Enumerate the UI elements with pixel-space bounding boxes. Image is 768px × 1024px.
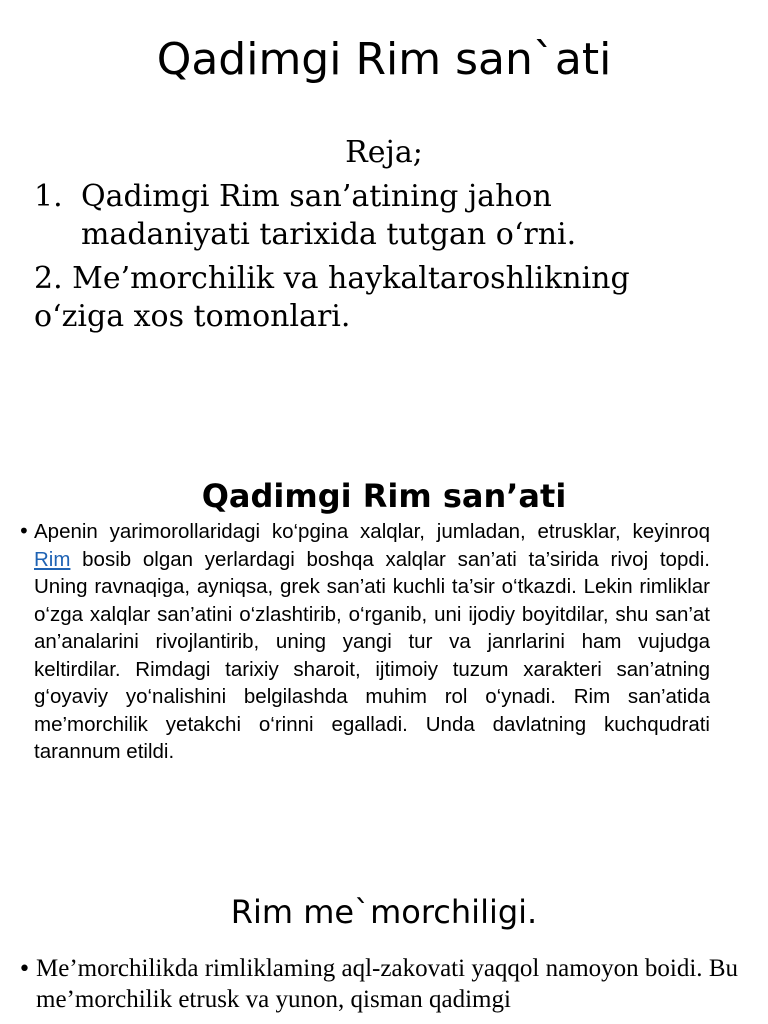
bullet-icon: • (18, 957, 31, 982)
paragraph-text-rest: bosib olgan yerlardagi boshqa xalqlar san’ati ta’sirida rivoj topdi. Uning ravnaqiga, ayniqsa, grek san’ati kuchli ta’sir o‘tkazdi. Lekin rimliklar o‘zga xalqlar san’atini o‘zlashtirib, o‘rganib, uni ijodiy boyitdilar, shu san’at an’analarini rivojlantirib, uning yangi tur va janrlarini ham vujudga keltirdilar. Rimdagi tarixiy sharoit, ijtimoiy tuzum xarakteri san’atning g‘oyaviy yo‘nalishini belgilashda muhim rol o‘ynadi. Rim san’atida me’morchilik yetakchi o‘rinni egalladi. Unda davlatning kuchqudrati tarannum etildi. (34, 547, 710, 763)
paragraph-text-start: Apenin yarimorollaridagi ko‘pgina xalqlar, jumladan, etrusklar, keyinroq (34, 520, 710, 543)
slide-3 (0, 880, 768, 1024)
slide-1-title: Qadimgi Rim san`ati (156, 34, 612, 85)
plan-item-1-number: 1. (34, 179, 63, 214)
bullet-icon: • (18, 519, 30, 543)
plan-heading: Reja; (345, 135, 423, 170)
rim-link[interactable]: Rim (34, 547, 71, 571)
slide-1 (0, 0, 768, 400)
slide-3-paragraph: Me’morchilikda rimliklaming aql-zakovati yaqqol namoyon boidi. Bu me’morchilik etrusk va yunon, qisman qadimgi (36, 955, 738, 1013)
plan-item-1-text: Qadimgi Rim san’atining jahon madaniyati tarixida tutgan o‘rni. (81, 179, 577, 252)
plan-item-2: 2. Me’morchilik va haykaltaroshlikning o‘ziga xos tomonlari. (34, 261, 630, 334)
slide-3-title: Rim me`morchiligi. (230, 893, 538, 931)
plan-item-1 (34, 178, 714, 254)
plan-list (34, 178, 714, 336)
slide-2 (0, 460, 768, 840)
slide-2-paragraph (34, 518, 710, 766)
slide-2-title: Qadimgi Rim san’ati (201, 477, 567, 515)
